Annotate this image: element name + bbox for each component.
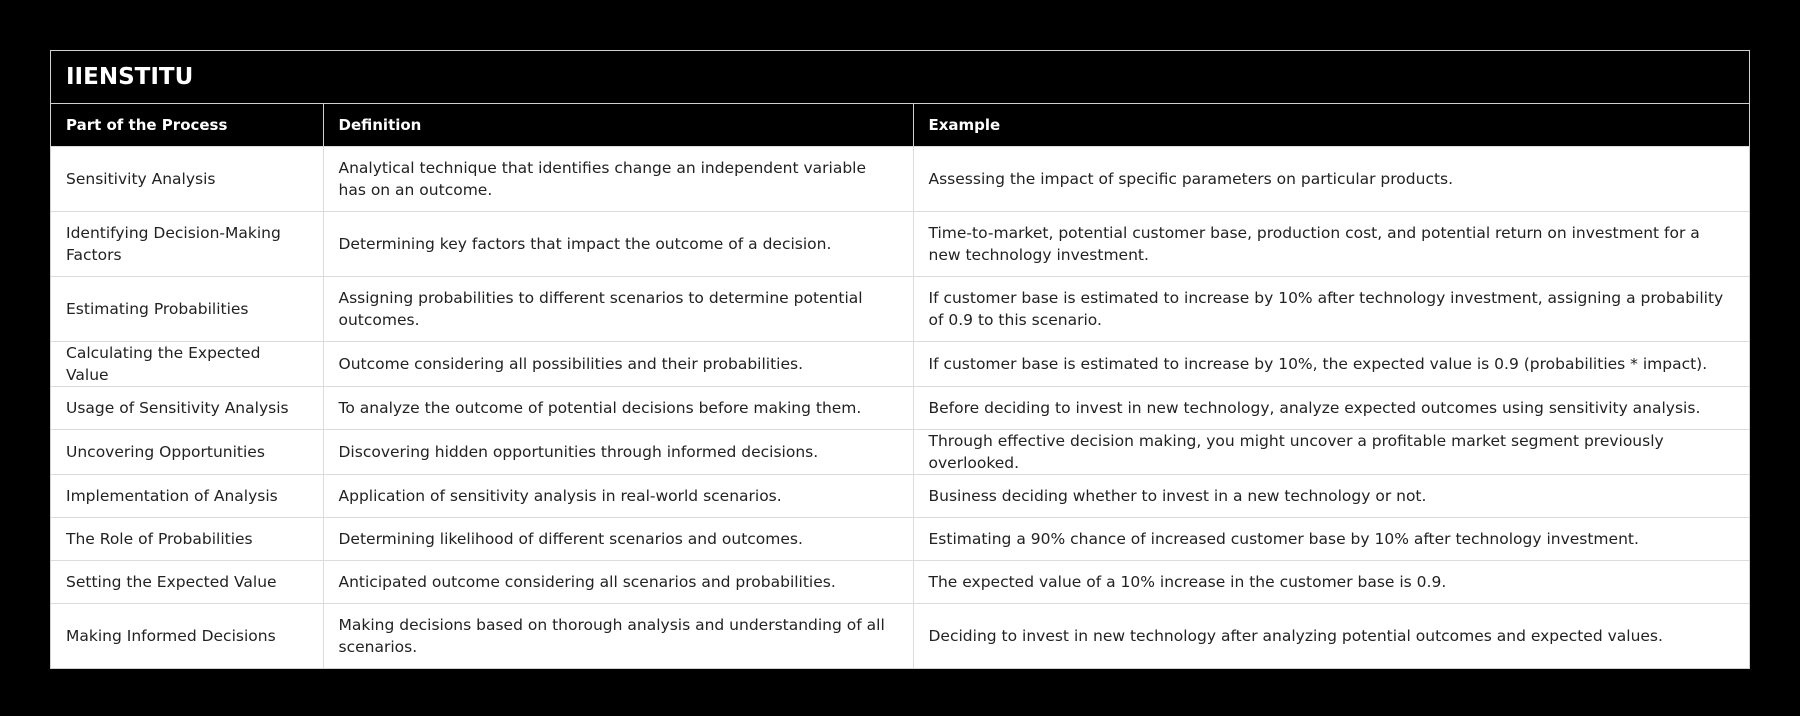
column-header-definition: Definition <box>323 104 913 147</box>
cell-part: The Role of Probabilities <box>51 518 323 561</box>
cell-definition: Outcome considering all possibilities and their probabilities. <box>323 342 913 387</box>
cell-definition: Analytical technique that identifies change an independent variable has on an outcome. <box>323 147 913 212</box>
table-row <box>51 518 1749 561</box>
table-row <box>51 387 1749 430</box>
table-row <box>51 277 1749 342</box>
cell-example: Estimating a 90% chance of increased customer base by 10% after technology investment. <box>913 518 1749 561</box>
cell-part: Usage of Sensitivity Analysis <box>51 387 323 430</box>
table-row <box>51 561 1749 604</box>
cell-part: Estimating Probabilities <box>51 277 323 342</box>
cell-example: If customer base is estimated to increase by 10% after technology investment, assigning a probability of 0.9 to this scenario. <box>913 277 1749 342</box>
table-row <box>51 430 1749 475</box>
cell-definition: Determining likelihood of different scenarios and outcomes. <box>323 518 913 561</box>
cell-example: Deciding to invest in new technology after analyzing potential outcomes and expected values. <box>913 604 1749 669</box>
cell-example: Business deciding whether to invest in a new technology or not. <box>913 475 1749 518</box>
cell-definition: Discovering hidden opportunities through informed decisions. <box>323 430 913 475</box>
cell-example: Before deciding to invest in new technology, analyze expected outcomes using sensitivity analysis. <box>913 387 1749 430</box>
cell-definition: Application of sensitivity analysis in real-world scenarios. <box>323 475 913 518</box>
cell-part: Uncovering Opportunities <box>51 430 323 475</box>
cell-example: If customer base is estimated to increase by 10%, the expected value is 0.9 (probabilities * impact). <box>913 342 1749 387</box>
header-row <box>51 104 1749 147</box>
cell-part: Making Informed Decisions <box>51 604 323 669</box>
cell-example: Assessing the impact of specific parameters on particular products. <box>913 147 1749 212</box>
cell-definition: Assigning probabilities to different scenarios to determine potential outcomes. <box>323 277 913 342</box>
cell-definition: Anticipated outcome considering all scenarios and probabilities. <box>323 561 913 604</box>
cell-part: Sensitivity Analysis <box>51 147 323 212</box>
table-row <box>51 604 1749 669</box>
cell-part: Setting the Expected Value <box>51 561 323 604</box>
cell-example: The expected value of a 10% increase in the customer base is 0.9. <box>913 561 1749 604</box>
data-table <box>50 50 1750 669</box>
cell-part: Calculating the Expected Value <box>51 342 323 387</box>
table-row <box>51 212 1749 277</box>
column-header-example: Example <box>913 104 1749 147</box>
table-row <box>51 475 1749 518</box>
cell-example: Time-to-market, potential customer base, production cost, and potential return on investment for a new technology investment. <box>913 212 1749 277</box>
table-grid <box>51 104 1749 668</box>
cell-definition: To analyze the outcome of potential decisions before making them. <box>323 387 913 430</box>
column-header-part: Part of the Process <box>51 104 323 147</box>
table-row <box>51 147 1749 212</box>
cell-example: Through effective decision making, you might uncover a profitable market segment previously overlooked. <box>913 430 1749 475</box>
table-title: IIENSTITU <box>51 51 1749 104</box>
cell-definition: Determining key factors that impact the outcome of a decision. <box>323 212 913 277</box>
table-row <box>51 342 1749 387</box>
cell-definition: Making decisions based on thorough analysis and understanding of all scenarios. <box>323 604 913 669</box>
cell-part: Implementation of Analysis <box>51 475 323 518</box>
cell-part: Identifying Decision-Making Factors <box>51 212 323 277</box>
